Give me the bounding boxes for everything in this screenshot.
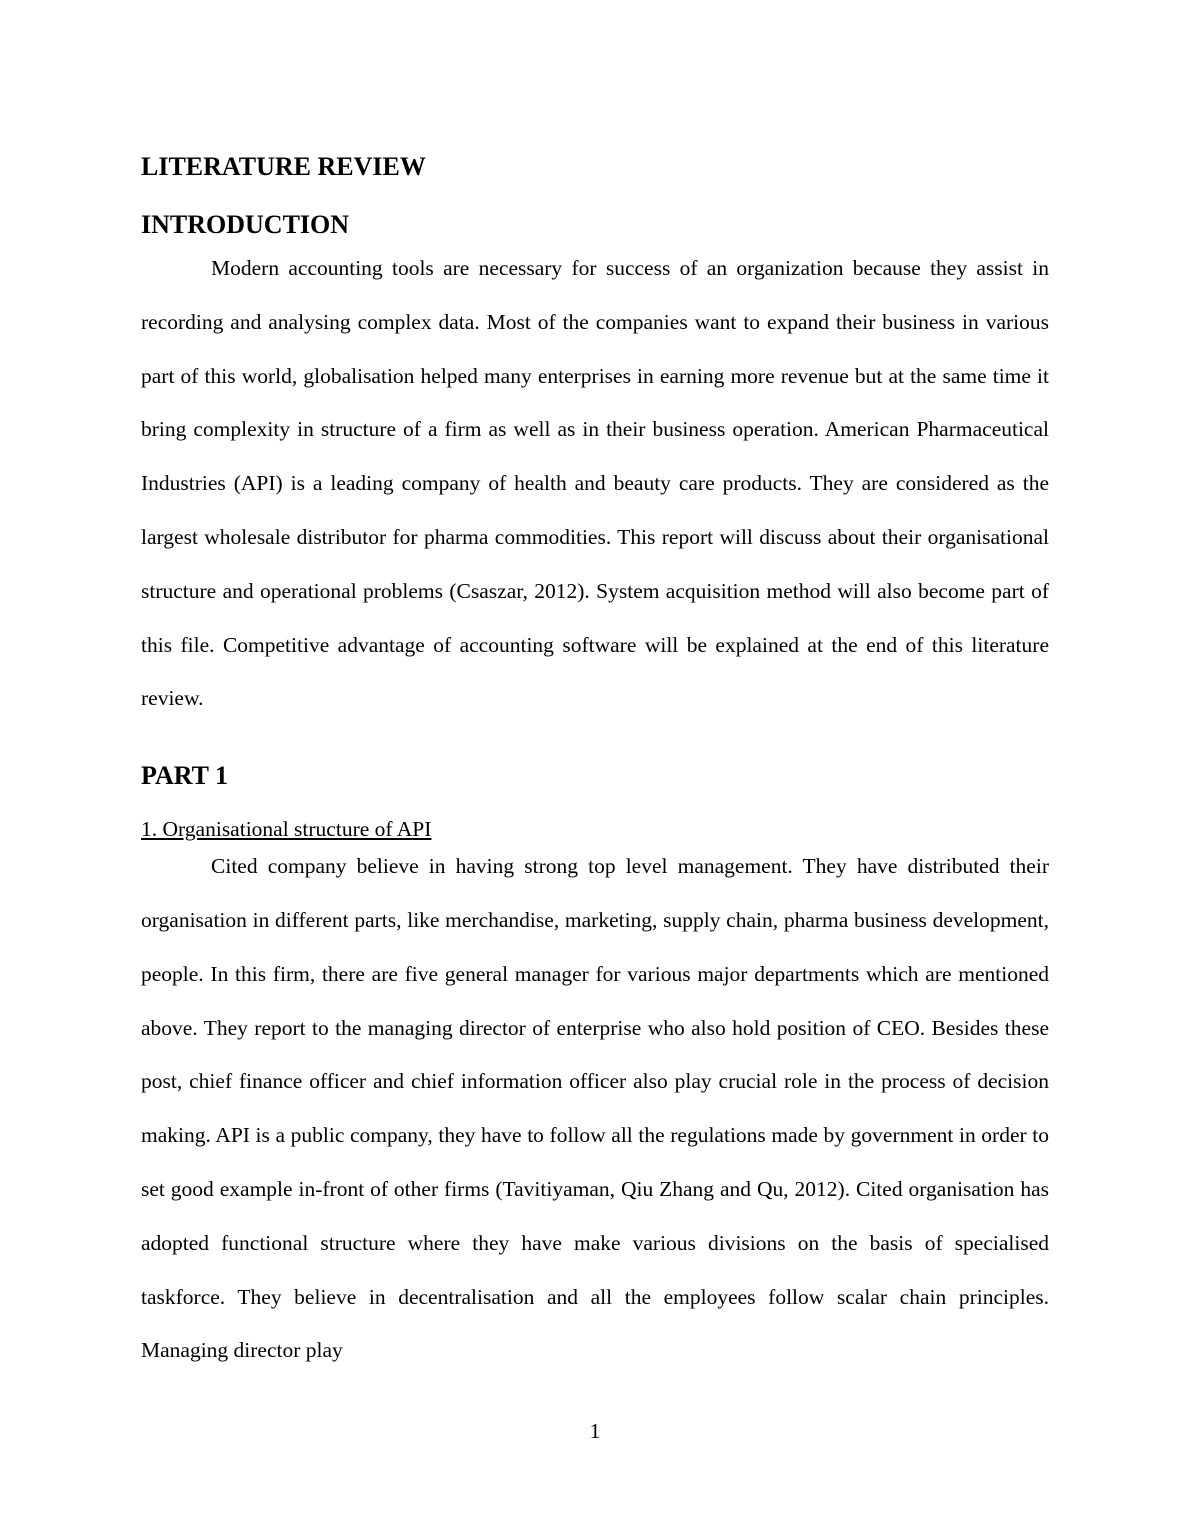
document-title: LITERATURE REVIEW bbox=[141, 152, 426, 181]
part-1-heading: PART 1 bbox=[141, 761, 228, 791]
section-1-paragraph: Cited company believe in having strong top level management. They have distributed their organisation in different parts, like merchandise, marketing, supply chain, pharma business development, people. In this firm, there are five general manager for various major departments which are mentioned above. They report to the managing director of enterprise who also hold position of CEO. Besides these post, chief finance officer and chief information officer also play crucial role in the process of decision making. API is a public company, they have to follow all the regulations made by government in order to set good example in-front of other firms (Tavitiyaman, Qiu Zhang and Qu, 2012). Cited organisation has adopted functional structure where they have make various divisions on the basis of specialised taskforce. They believe in decentralisation and all the employees follow scalar chain principles. Managing director play bbox=[141, 854, 1049, 1363]
page-content bbox=[141, 150, 1049, 1378]
section-1-heading: 1. Organisational structure of API bbox=[141, 817, 432, 842]
introduction-paragraph: Modern accounting tools are necessary for success of an organization because they assist in recording and analysing complex data. Most of the companies want to expand their business in various part of this world, globalisation helped many enterprises in earning more revenue but at the same time it bring complexity in structure of a firm as well as in their business operation. American Pharmaceutical Industries (API) is a leading company of health and beauty care products. They are considered as the largest wholesale distributor for pharma commodities. This report will discuss about their organisational structure and operational problems (Csaszar, 2012). System acquisition method will also become part of this file. Competitive advantage of accounting software will be explained at the end of this literature review. bbox=[141, 256, 1049, 711]
page-number: 1 bbox=[589, 1419, 601, 1443]
introduction-heading: INTRODUCTION bbox=[141, 210, 350, 239]
